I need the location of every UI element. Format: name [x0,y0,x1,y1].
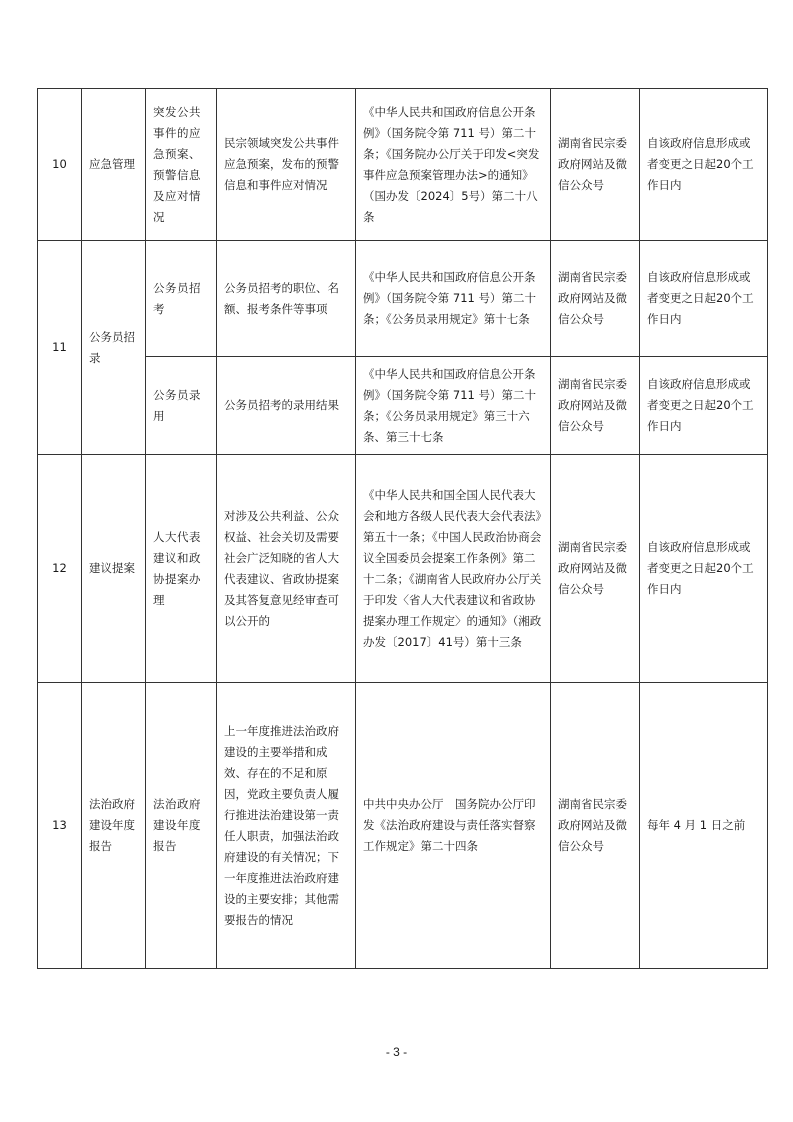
time-limit-cell: 每年 4 月 1 日之前 [640,683,768,969]
time-limit-cell: 自该政府信息形成或者变更之日起20个工作日内 [640,89,768,241]
basis-cell: 《中华人民共和国政府信息公开条例》（国务院令第 711 号）第二十条；《公务员录用规定》第十七条 [356,241,551,357]
page-number: - 3 - [385,1045,408,1059]
subcategory-cell: 公务员录用 [146,357,217,455]
carrier-cell: 湖南省民宗委政府网站及微信公众号 [551,455,640,683]
subcategory-cell: 人大代表建议和政协提案办理 [146,455,217,683]
table-row [38,89,768,241]
basis-cell: 《中华人民共和国政府信息公开条例》（国务院令第 711 号）第二十条；《公务员录用规定》第三十六条、第三十七条 [356,357,551,455]
table-row [38,357,768,455]
carrier-cell: 湖南省民宗委政府网站及微信公众号 [551,357,640,455]
content-cell: 公务员招考的职位、名额、报考条件等事项 [217,241,356,357]
content-cell: 民宗领域突发公共事件应急预案，发布的预警信息和事件应对情况 [217,89,356,241]
table-row [38,683,768,969]
row-number: 12 [38,455,82,683]
content-cell: 上一年度推进法治政府建设的主要举措和成效、存在的不足和原因，党政主要负责人履行推进法治建设第一责任人职责，加强法治政府建设的有关情况；下一年度推进法治政府建设的主要安排；其他需要报告的情况 [217,683,356,969]
category-cell: 法治政府建设年度报告 [82,683,146,969]
content-cell: 公务员招考的录用结果 [217,357,356,455]
time-limit-cell: 自该政府信息形成或者变更之日起20个工作日内 [640,241,768,357]
category-cell: 建议提案 [82,455,146,683]
category-cell: 公务员招录 [82,241,146,455]
carrier-cell: 湖南省民宗委政府网站及微信公众号 [551,89,640,241]
basis-cell: 中共中央办公厅 国务院办公厅印发《法治政府建设与责任落实督察工作规定》第二十四条 [356,683,551,969]
table-row [38,241,768,357]
category-cell: 应急管理 [82,89,146,241]
basis-cell: 《中华人民共和国政府信息公开条例》（国务院令第 711 号）第二十条；《国务院办公厅关于印发<突发事件应急预案管理办法>的通知》（国办发〔2024〕5号）第二十八条 [356,89,551,241]
time-limit-cell: 自该政府信息形成或者变更之日起20个工作日内 [640,357,768,455]
carrier-cell: 湖南省民宗委政府网站及微信公众号 [551,241,640,357]
subcategory-cell: 突发公共事件的应急预案、预警信息及应对情况 [146,89,217,241]
subcategory-cell: 公务员招考 [146,241,217,357]
basis-cell: 《中华人民共和国全国人民代表大会和地方各级人民代表大会代表法》第五十一条；《中国人民政治协商会议全国委员会提案工作条例》第二十二条；《湖南省人民政府办公厅关于印发〈省人大代表建议和省政协提案办理工作规定〉的通知》（湘政办发〔2017〕41号）第十三条 [356,455,551,683]
row-number: 11 [38,241,82,455]
carrier-cell: 湖南省民宗委政府网站及微信公众号 [551,683,640,969]
row-number: 13 [38,683,82,969]
subcategory-cell: 法治政府建设年度报告 [146,683,217,969]
content-cell: 对涉及公共利益、公众权益、社会关切及需要社会广泛知晓的省人大代表建议、省政协提案及其答复意见经审查可以公开的 [217,455,356,683]
time-limit-cell: 自该政府信息形成或者变更之日起20个工作日内 [640,455,768,683]
table-row [38,455,768,683]
disclosure-table [37,88,768,969]
row-number: 10 [38,89,82,241]
